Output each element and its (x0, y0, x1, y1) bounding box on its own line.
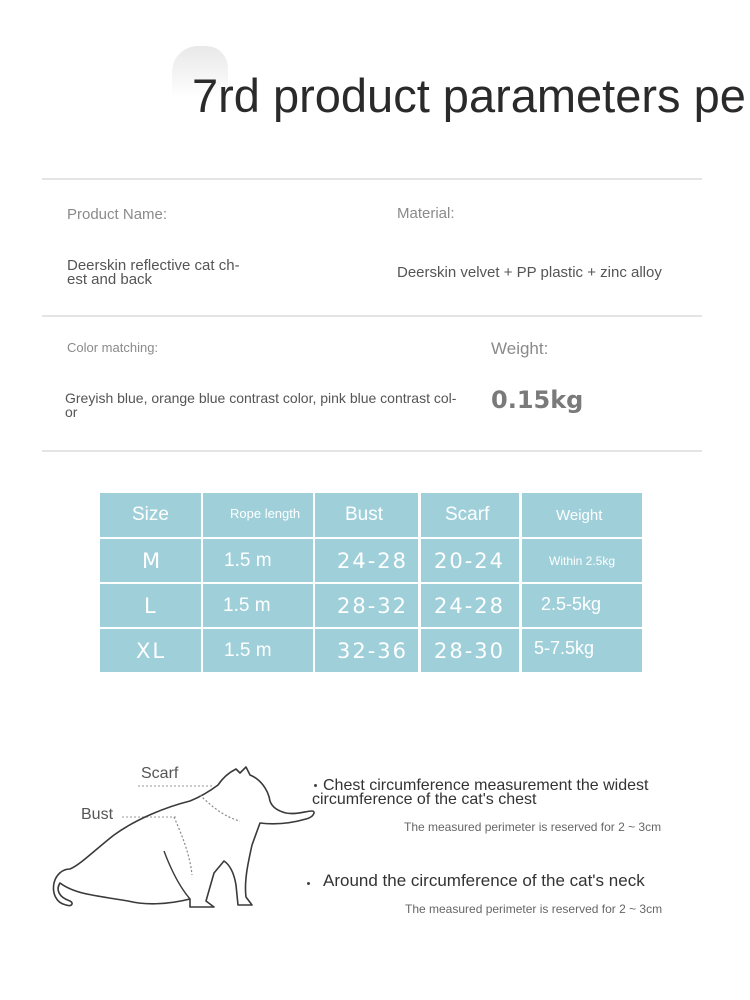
row-xl-rope: 1.5 m (203, 629, 313, 672)
row-l-weight: 2.5-5kg (522, 584, 642, 627)
row-l-scarf: 24-28 (421, 584, 519, 627)
row-l-bust: 28-32 (315, 584, 418, 627)
bust-annotation: Bust (81, 806, 114, 823)
cat-measurement-illustration (40, 755, 330, 925)
row-xl-bust: 32-36 (315, 629, 418, 672)
hind-leg-line (164, 851, 190, 899)
chest-description-line1: Chest circumference measurement the widest (323, 777, 649, 794)
size-table (100, 493, 642, 672)
row-m-size: M (100, 539, 201, 582)
page-title: 7rd product parameters pe (192, 69, 746, 122)
chest-description-line2: circumference of the cat's chest (312, 791, 537, 808)
row-l-size: L (100, 584, 201, 627)
row-xl-weight: 5-7.5kg (522, 629, 642, 672)
divider-middle (42, 315, 702, 317)
header-size: Size (100, 493, 201, 537)
chest-measure-note: The measured perimeter is reserved for 2 ~ 3cm (404, 820, 662, 834)
header-weight: Weight (522, 493, 642, 537)
color-matching-value-line1: Greyish blue, orange blue contrast color, pink blue contrast col- (65, 390, 457, 406)
row-m-rope: 1.5 m (203, 539, 313, 582)
product-name-value-line2: est and back (67, 271, 153, 288)
row-xl-size: XL (100, 629, 201, 672)
row-l-rope: 1.5 m (203, 584, 313, 627)
color-matching-value-line2: or (65, 404, 78, 420)
neck-description: Around the circumference of the cat's neck (323, 871, 645, 890)
divider-bottom (42, 450, 702, 452)
scarf-annotation: Scarf (141, 765, 179, 782)
row-xl-scarf: 28-30 (421, 629, 519, 672)
row-m-bust: 24-28 (315, 539, 418, 582)
neck-strap-line (200, 795, 240, 821)
product-name-value-line1: Deerskin reflective cat ch- (67, 257, 240, 274)
header-scarf: Scarf (421, 493, 519, 537)
neck-measure-note: The measured perimeter is reserved for 2 ~ 3cm (405, 902, 663, 916)
color-matching-label: Color matching: (67, 340, 159, 355)
header-rope-length: Rope length (203, 493, 313, 537)
row-m-weight: Within 2.5kg (522, 539, 642, 582)
material-value: Deerskin velvet + PP plastic + zinc alloy (397, 264, 662, 281)
material-label: Material: (397, 205, 455, 222)
chest-strap-line (174, 817, 192, 875)
product-name-label: Product Name: (67, 206, 168, 223)
divider-top (42, 178, 702, 180)
cat-outline (54, 767, 315, 907)
header-bust: Bust (315, 493, 418, 537)
row-m-scarf: 20-24 (421, 539, 519, 582)
weight-value: 0.15kg (491, 386, 584, 414)
bullet-dot (314, 784, 317, 787)
weight-label: Weight: (491, 339, 549, 358)
bullet-dot (307, 882, 310, 885)
